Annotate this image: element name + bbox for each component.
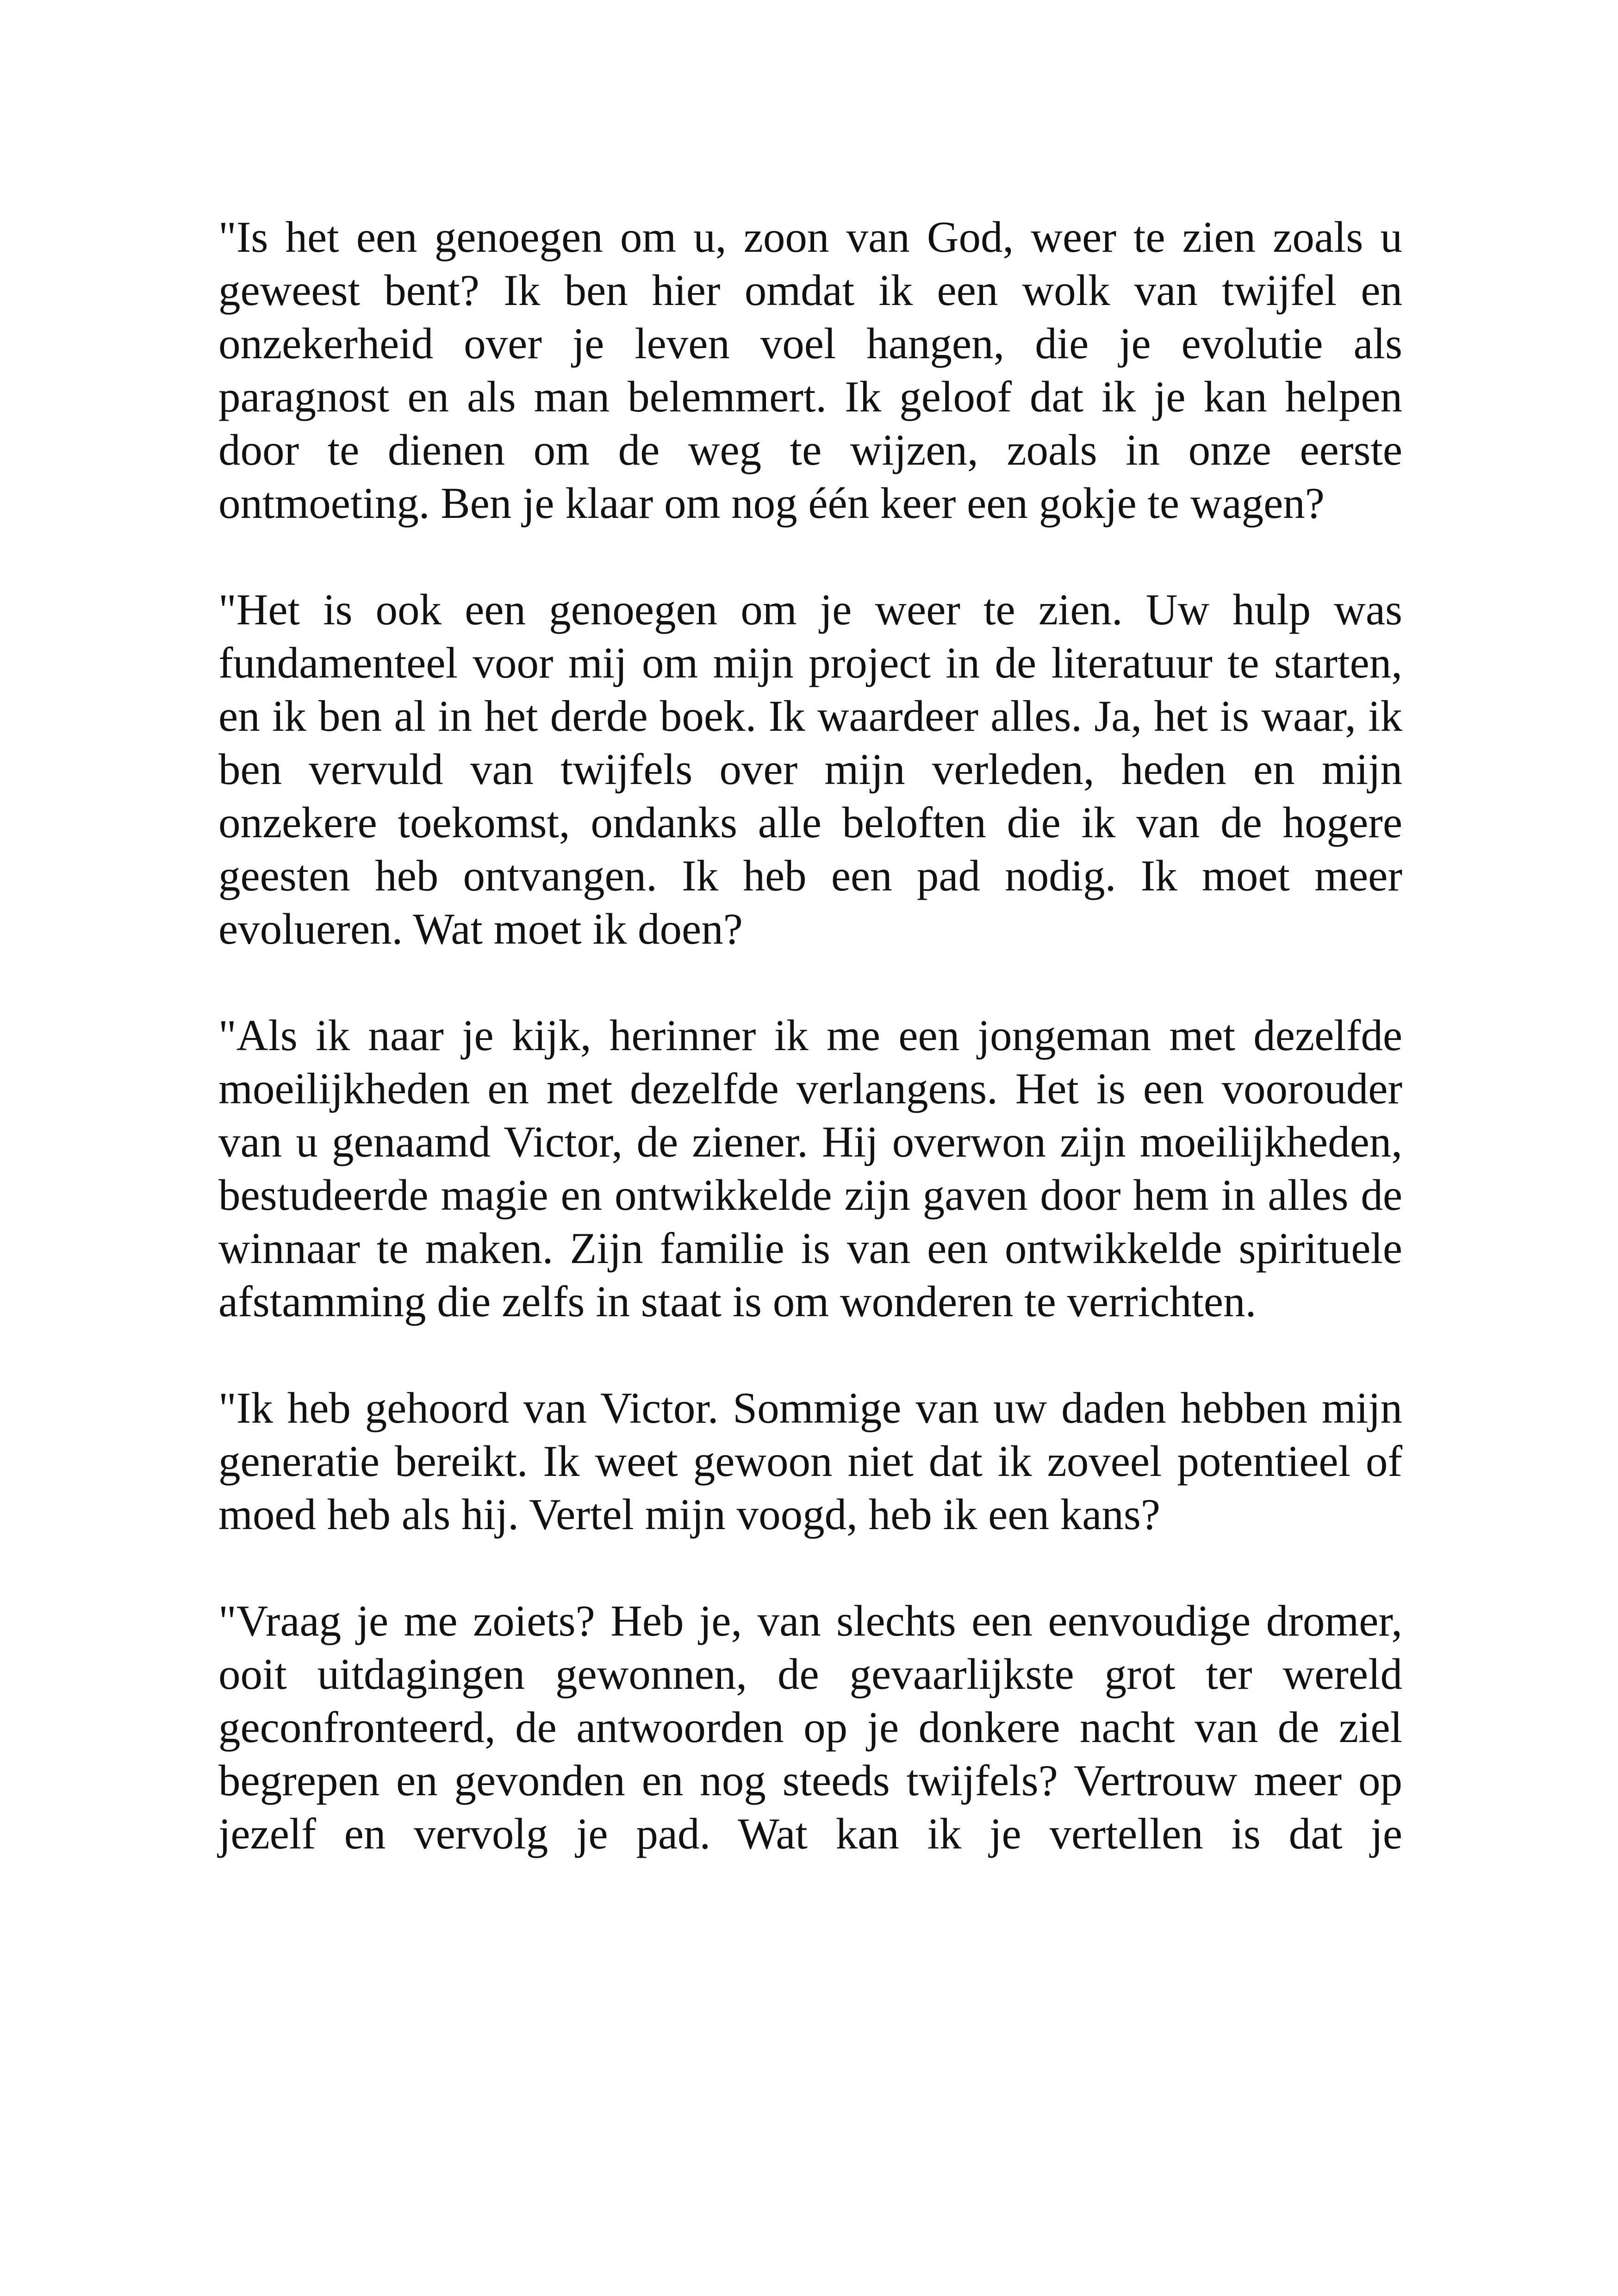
paragraph-1: "Is het een genoegen om u, zoon van God, weer te zien zoals u geweest bent? Ik ben hier omdat ik een wolk van twijfel en onzekerheid over je leven voel hangen, die je evolutie als paragnost en als man belemmert. Ik geloof dat ik je kan helpen door te dienen om de weg te wijzen, zoals in onze eerste ontmoeting. Ben je klaar om nog één keer een gokje te wagen? xyxy=(218,212,1402,528)
paragraph-4: "Ik heb gehoord van Victor. Sommige van uw daden hebben mijn generatie bereikt. Ik weet gewoon niet dat ik zoveel potentieel of moed heb als hij. Vertel mijn voogd, heb ik een kans? xyxy=(218,1383,1402,1539)
body-text xyxy=(218,211,1402,1860)
paragraph-5: "Vraag je me zoiets? Heb je, van slechts een eenvoudige dromer, ooit uitdagingen gewonnen, de gevaarlijkste grot ter wereld geconfronteerd, de antwoorden op je donkere nacht van de ziel begrepen en gevonden en nog steeds twijfels? Vertrouw meer op jezelf en vervolg je pad. Wat kan ik je vertellen is dat je xyxy=(218,1596,1402,1858)
paragraph-2: "Het is ook een genoegen om je weer te zien. Uw hulp was fundamenteel voor mij om mijn project in de literatuur te starten, en ik ben al in het derde boek. Ik waardeer alles. Ja, het is waar, ik ben vervuld van twijfels over mijn verleden, heden en mijn onzekere toekomst, ondanks alle beloften die ik van de hogere geesten heb ontvangen. Ik heb een pad nodig. Ik moet meer evolueren. Wat moet ik doen? xyxy=(218,585,1402,953)
paragraph-3: "Als ik naar je kijk, herinner ik me een jongeman met dezelfde moeilijkheden en met dezelfde verlangens. Het is een voorouder van u genaamd Victor, de ziener. Hij overwon zijn moeilijkheden, bestudeerde magie en ontwikkelde zijn gaven door hem in alles de winnaar te maken. Zijn familie is van een ontwikkelde spirituele afstamming die zelfs in staat is om wonderen te verrichten. xyxy=(218,1011,1402,1326)
